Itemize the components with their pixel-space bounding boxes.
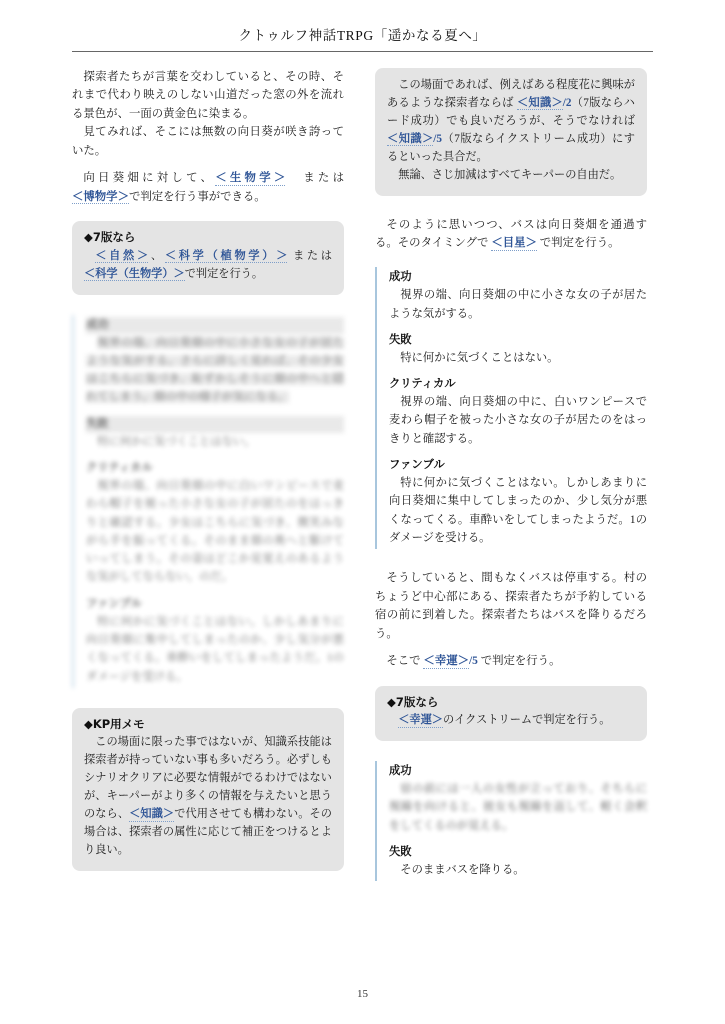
spacer [72,688,344,708]
skill-link-knowledge[interactable]: ＜知識＞ [387,132,434,145]
callout-v7-rules-right [375,686,647,741]
result-line: りに向日葵畑に集中してしまったのか、少し [86,615,344,646]
result-line: に視線を向けると、彼女も視線を返して、軽く [389,782,647,814]
paragraph-skill-check-text-a: 向日葵畑に対して、 [83,172,216,185]
spacer [72,206,344,221]
callout-knowledge-difficulty [375,68,647,196]
skill-link-natural-history[interactable]: ＜博物学＞ [72,190,129,203]
paragraph-skill-check-text-c: で判定を行う事ができる。 [128,190,266,203]
result-description [86,334,344,407]
callout-keeper-memo [72,708,344,871]
callout-text-a: この場面であれば、例えばある程度花に興味があるような探索者ならば [387,79,635,109]
callout-tail: で判定を行う。 [184,267,264,280]
paragraph-skill-check [72,169,356,206]
result-line: 畑の中へと隠れてしまう。 [86,373,344,404]
callout-text-b: （7版ならハード成功）でも良いだろうが、そうでなければ [387,96,635,127]
result-description [86,433,344,451]
left-column [72,68,356,871]
spacer [375,549,647,569]
result-line: 宿の前には一人の女性が立っており、そちら [400,782,636,795]
result-line: 特に何かに気づくことはない。 [97,435,256,448]
skill-divisor: /5 [469,655,478,668]
result-term: 失敗 [86,416,344,433]
header-rule [72,51,653,52]
result-line: 気分が悪くなってくる。車酔いをしてしまっ [86,633,344,665]
result-description-failure: そのままバスを降りる。 [400,863,525,876]
spacer [375,252,647,267]
result-term: ファンブル [86,596,142,610]
two-column-body [72,68,653,948]
result-description-critical: 視界の端、向日葵畑の中に、白いワンピースで麦わら帽子を被った小さな女の子が居たのをはっきりと確認する。 [389,396,647,445]
result-term-failure: 失敗 [389,844,412,858]
censored-result-block [72,315,344,688]
result-block-spot-hidden [375,267,647,549]
paragraph-spot-hidden-check [375,216,647,253]
spacer [375,741,647,761]
result-line: こか見覚えのあるような気がしてならない。 [86,553,344,584]
result-description-success-censored [389,780,647,835]
result-line: 特に何かに気づくことはない。しかしあま [97,615,321,628]
skill-link-luck[interactable]: ＜幸運＞ [398,714,443,727]
skill-link-biology[interactable]: ＜生物学＞ [215,172,286,185]
result-term-success: 成功 [389,270,412,284]
callout-body [84,248,332,284]
page-number: 15 [357,988,368,1000]
paragraph-skill-check-sep: または [285,172,356,185]
callout-body [84,734,332,859]
result-term: クリティカル [86,461,153,474]
skill-link-knowledge[interactable]: ＜知識＞ [516,96,563,109]
callout-body [387,712,635,730]
right-column [375,68,647,881]
spacer [72,160,344,169]
result-description-fumble: 特に何かに気づくことはない。しかしあまりに向日葵畑に集中してしまったのか、少し気分が悪くなってくる。車酔いをしてしまったようだ。1のダメージを受ける。 [389,477,647,544]
callout-text-c: （7版ならイクストリーム成功）にするといった具合だ。 [387,132,635,163]
header-title: クトゥルフ神話TRPG「遥かなる夏へ」 [238,28,487,43]
callout-sep-2: または [287,249,332,262]
skill-divisor: /2 [562,96,572,109]
result-line: き、微笑みながら手を振ってくる。そのまま [86,516,344,547]
result-block-luck [375,761,647,881]
result-description [86,613,344,686]
result-term-critical: クリティカル [389,377,456,391]
paragraph-luck-check [375,652,647,670]
skill-link-science-botany[interactable]: ＜科学（植物学）＞ [164,249,288,262]
result-term: 成功 [86,317,344,334]
result-line: 畑の中の様子が気になる。 [153,391,290,404]
paragraph-text-b: で判定を行う。 [536,237,620,249]
result-description-success: 視界の端、向日葵畑の中に小さな女の子が居たような気がする。 [389,289,647,320]
result-line: たようだ。1のダメージを受ける。 [86,652,344,683]
result-term-fumble: ファンブル [389,458,445,472]
result-line: のだ。 [198,571,233,584]
callout-body-2: 無論、さじ加減はすべてキーパーの自由だ。 [398,168,622,181]
callout-text-b: で代用させても構わない。その場合は、探索者の属性に応じて補正をつけるとより良い。 [84,808,332,856]
spacer [375,643,647,652]
skill-divisor: /5 [433,132,442,145]
result-description-failure: 特に何かに気づくことはない。 [400,351,559,364]
result-line: 居たような気がする。さらに詳しく見れば、 [86,336,344,367]
result-line: その少女はこちらに気づき、恥ずかしそうに [86,354,344,386]
result-line: 会釈をしてくるのが見える。 [389,801,647,832]
result-line: 視界の端、向日葵畑の中に白いワンピース [97,479,321,492]
skill-link-spot-hidden[interactable]: ＜目星＞ [491,237,537,249]
skill-link-luck[interactable]: ＜幸運＞ [423,655,469,668]
result-term-success: 成功 [389,763,412,777]
skill-link-knowledge[interactable]: ＜知識＞ [129,808,175,821]
skill-link-nature[interactable]: ＜自然＞ [95,249,149,262]
paragraph-bus-stop: そうしていると、間もなくバスは停車する。村のちょうど中心部にある、探索者たちが予約している宿の前に到着した。探索者たちはバスを降りるだろう。 [375,572,647,640]
paragraph-text-a: そのように思いつつ、バスは向日葵畑を通過する。そのタイミングで [375,218,647,249]
callout-text-a: この場面に限った事ではないが、知識系技能は探索者が持っていない事も多いだろう。必ずしもシナリオクリアに必要な情報がでるわけではないが、キーパーがより多くの情報を与えたいと思うのなら、 [84,736,332,821]
result-description [86,477,344,587]
result-line: 視界の端、向日葵畑の中に小さな女の子が [97,336,321,349]
callout-sep-1: 、 [148,249,165,262]
callout-title: ◆7版なら [387,694,439,709]
paragraph-text-a: そこで [386,655,424,668]
result-line: で麦わら帽子を被った小さな女の子が居たの [86,479,344,511]
skill-link-science-biology[interactable]: ＜科学（生物学）＞ [84,267,185,280]
result-line: 畑の奥へと駆けていってしまう。その姿はど [86,534,344,566]
callout-title: ◆7版なら [84,230,136,245]
callout-body-1 [387,77,635,167]
callout-tail: のイクストリームで判定を行う。 [442,714,611,727]
spacer [375,671,647,686]
paragraph-intro-1: 探索者たちが言葉を交わしていると、その時、それまで代わり映えのしない山道だった窓の外を流れる景色が、一面の黄金色に染まる。 [72,71,344,120]
paragraph-intro-2: 見てみれば、そこには無数の向日葵が咲き誇っていた。 [72,126,344,157]
paragraph-text-b: で判定を行う。 [477,655,561,668]
spacer [375,196,647,216]
callout-title: ◆KP用メモ [84,716,145,731]
result-term-failure: 失敗 [389,333,412,346]
page-header [72,28,653,44]
spacer [72,295,344,315]
result-line: をはっきりと確認する。少女はこちらに気づ [86,498,344,529]
callout-v7-rules-left [72,221,344,294]
